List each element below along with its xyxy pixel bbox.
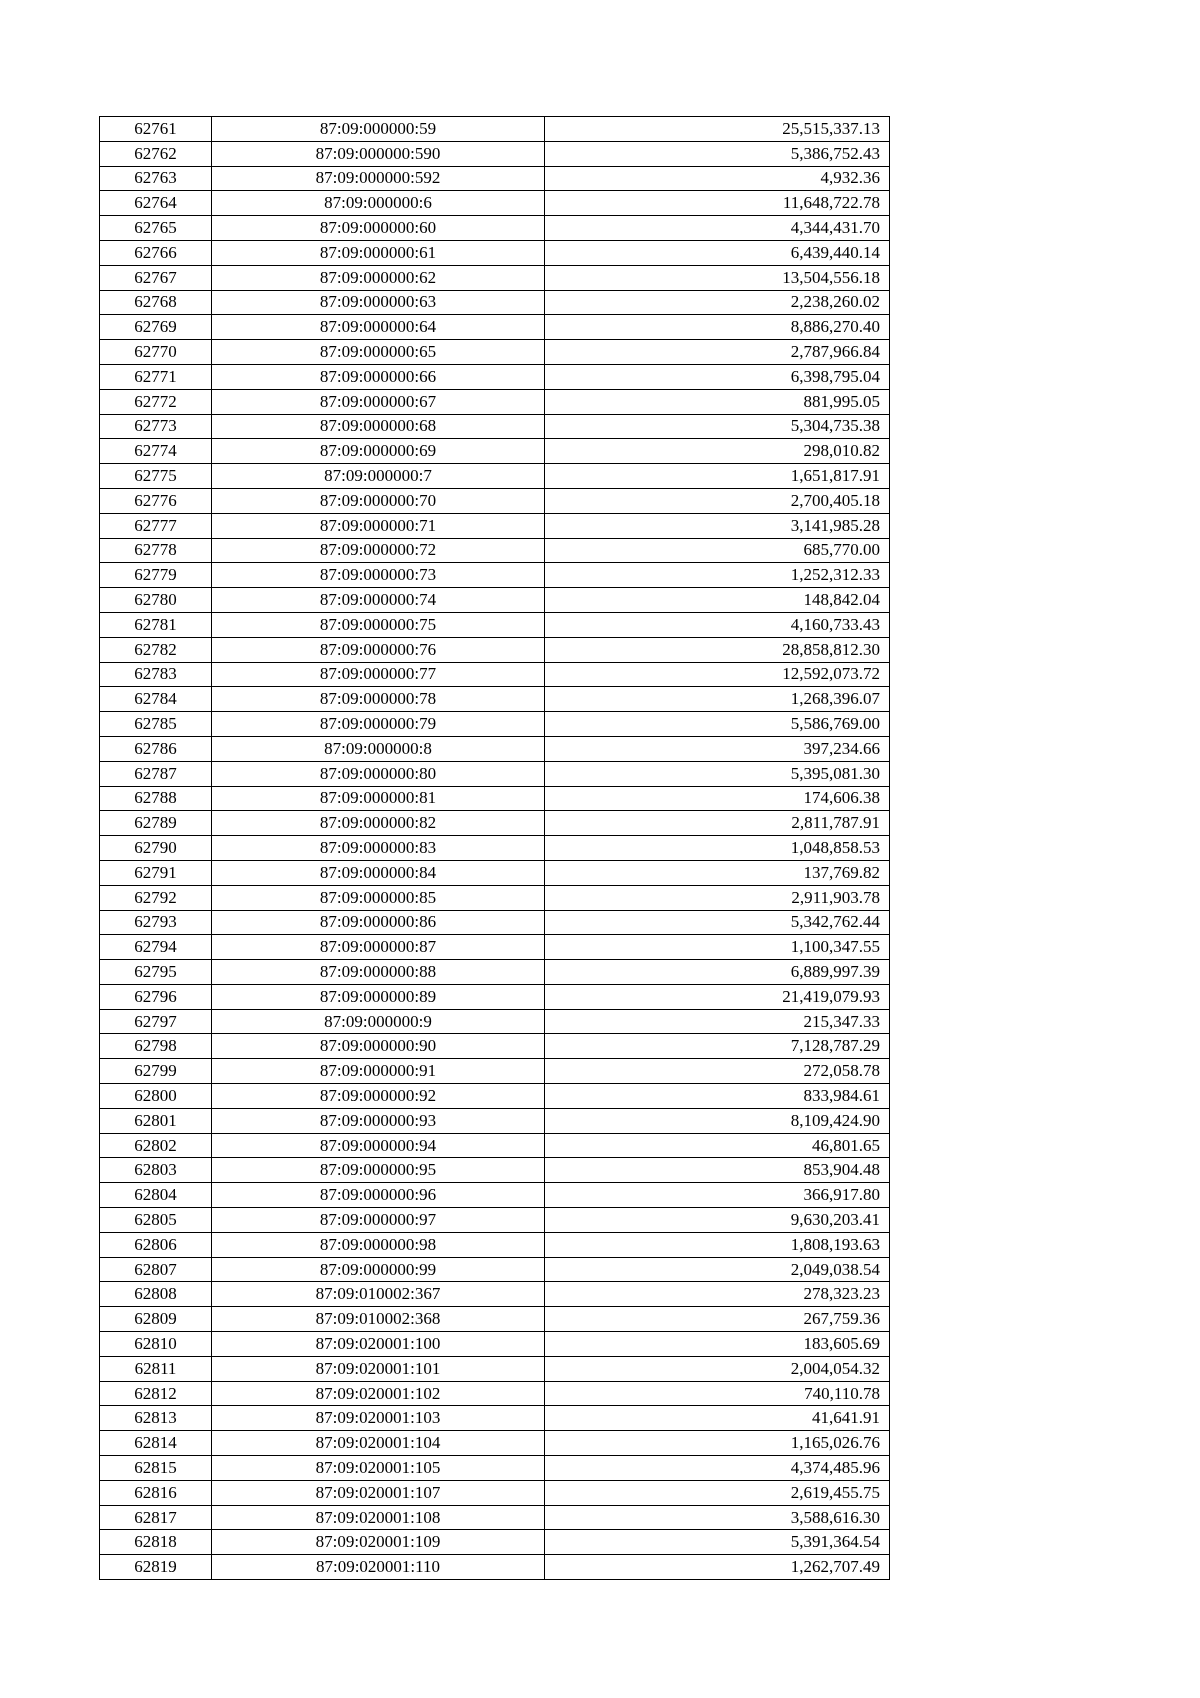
table-row	[100, 1034, 890, 1059]
cadastral-number-cell: 87:09:000000:69	[212, 439, 545, 464]
cadastral-number-cell: 87:09:000000:71	[212, 513, 545, 538]
value-cell: 8,886,270.40	[545, 315, 890, 340]
row-number-cell: 62819	[100, 1555, 212, 1580]
value-cell: 5,386,752.43	[545, 141, 890, 166]
value-cell: 267,759.36	[545, 1307, 890, 1332]
cadastral-number-cell: 87:09:020001:102	[212, 1381, 545, 1406]
cadastral-number-cell: 87:09:000000:91	[212, 1059, 545, 1084]
cadastral-number-cell: 87:09:000000:59	[212, 117, 545, 142]
table-row	[100, 1381, 890, 1406]
table-row	[100, 836, 890, 861]
cadastral-number-cell: 87:09:000000:66	[212, 364, 545, 389]
value-cell: 2,049,038.54	[545, 1257, 890, 1282]
table-row	[100, 786, 890, 811]
row-number-cell: 62808	[100, 1282, 212, 1307]
value-cell: 5,304,735.38	[545, 414, 890, 439]
cadastral-number-cell: 87:09:000000:7	[212, 464, 545, 489]
cadastral-number-cell: 87:09:000000:89	[212, 984, 545, 1009]
table-row	[100, 960, 890, 985]
table-row	[100, 563, 890, 588]
table-row	[100, 1530, 890, 1555]
cadastral-number-cell: 87:09:000000:97	[212, 1208, 545, 1233]
value-cell: 28,858,812.30	[545, 637, 890, 662]
value-cell: 366,917.80	[545, 1183, 890, 1208]
table-row	[100, 811, 890, 836]
table-row	[100, 439, 890, 464]
row-number-cell: 62787	[100, 761, 212, 786]
value-cell: 4,932.36	[545, 166, 890, 191]
value-cell: 2,238,260.02	[545, 290, 890, 315]
cadastral-number-cell: 87:09:000000:6	[212, 191, 545, 216]
row-number-cell: 62784	[100, 687, 212, 712]
value-cell: 881,995.05	[545, 389, 890, 414]
row-number-cell: 62770	[100, 340, 212, 365]
value-cell: 7,128,787.29	[545, 1034, 890, 1059]
table-row	[100, 340, 890, 365]
row-number-cell: 62774	[100, 439, 212, 464]
row-number-cell: 62792	[100, 885, 212, 910]
cadastral-number-cell: 87:09:000000:99	[212, 1257, 545, 1282]
value-cell: 4,374,485.96	[545, 1456, 890, 1481]
cadastral-number-cell: 87:09:000000:93	[212, 1108, 545, 1133]
row-number-cell: 62766	[100, 240, 212, 265]
value-cell: 2,787,966.84	[545, 340, 890, 365]
row-number-cell: 62791	[100, 860, 212, 885]
row-number-cell: 62803	[100, 1158, 212, 1183]
table-row	[100, 736, 890, 761]
value-cell: 13,504,556.18	[545, 265, 890, 290]
value-cell: 2,004,054.32	[545, 1356, 890, 1381]
cadastral-number-cell: 87:09:020001:108	[212, 1505, 545, 1530]
table-row	[100, 1257, 890, 1282]
value-cell: 1,252,312.33	[545, 563, 890, 588]
table-row	[100, 290, 890, 315]
table-row	[100, 1183, 890, 1208]
cadastral-number-cell: 87:09:000000:85	[212, 885, 545, 910]
row-number-cell: 62810	[100, 1332, 212, 1357]
table-row	[100, 191, 890, 216]
cadastral-number-cell: 87:09:000000:98	[212, 1232, 545, 1257]
cadastral-number-cell: 87:09:020001:101	[212, 1356, 545, 1381]
table-row	[100, 662, 890, 687]
cadastral-number-cell: 87:09:000000:87	[212, 935, 545, 960]
cadastral-number-cell: 87:09:000000:64	[212, 315, 545, 340]
table-row	[100, 1356, 890, 1381]
table-row	[100, 1208, 890, 1233]
row-number-cell: 62814	[100, 1431, 212, 1456]
table-row	[100, 588, 890, 613]
row-number-cell: 62763	[100, 166, 212, 191]
row-number-cell: 62788	[100, 786, 212, 811]
cadastral-number-cell: 87:09:000000:63	[212, 290, 545, 315]
table-row	[100, 538, 890, 563]
row-number-cell: 62781	[100, 612, 212, 637]
row-number-cell: 62782	[100, 637, 212, 662]
value-cell: 2,811,787.91	[545, 811, 890, 836]
cadastral-number-cell: 87:09:000000:592	[212, 166, 545, 191]
row-number-cell: 62812	[100, 1381, 212, 1406]
value-cell: 4,344,431.70	[545, 216, 890, 241]
row-number-cell: 62765	[100, 216, 212, 241]
table-row	[100, 1307, 890, 1332]
data-table	[99, 116, 890, 1580]
cadastral-number-cell: 87:09:000000:92	[212, 1084, 545, 1109]
cadastral-number-cell: 87:09:000000:60	[212, 216, 545, 241]
table-row	[100, 1133, 890, 1158]
value-cell: 6,439,440.14	[545, 240, 890, 265]
cadastral-number-cell: 87:09:020001:107	[212, 1480, 545, 1505]
table-row	[100, 216, 890, 241]
value-cell: 6,398,795.04	[545, 364, 890, 389]
table-row	[100, 1108, 890, 1133]
table-row	[100, 1406, 890, 1431]
value-cell: 8,109,424.90	[545, 1108, 890, 1133]
row-number-cell: 62793	[100, 910, 212, 935]
value-cell: 12,592,073.72	[545, 662, 890, 687]
cadastral-number-cell: 87:09:000000:84	[212, 860, 545, 885]
row-number-cell: 62775	[100, 464, 212, 489]
cadastral-number-cell: 87:09:000000:95	[212, 1158, 545, 1183]
value-cell: 5,586,769.00	[545, 712, 890, 737]
cadastral-number-cell: 87:09:000000:96	[212, 1183, 545, 1208]
table-row	[100, 1282, 890, 1307]
value-cell: 11,648,722.78	[545, 191, 890, 216]
cadastral-number-cell: 87:09:000000:61	[212, 240, 545, 265]
cadastral-number-cell: 87:09:020001:109	[212, 1530, 545, 1555]
value-cell: 2,911,903.78	[545, 885, 890, 910]
table-row	[100, 910, 890, 935]
cadastral-number-cell: 87:09:000000:72	[212, 538, 545, 563]
table-body	[100, 117, 890, 1580]
row-number-cell: 62778	[100, 538, 212, 563]
cadastral-number-cell: 87:09:000000:8	[212, 736, 545, 761]
value-cell: 298,010.82	[545, 439, 890, 464]
value-cell: 41,641.91	[545, 1406, 890, 1431]
row-number-cell: 62785	[100, 712, 212, 737]
row-number-cell: 62768	[100, 290, 212, 315]
cadastral-number-cell: 87:09:000000:80	[212, 761, 545, 786]
cadastral-number-cell: 87:09:000000:62	[212, 265, 545, 290]
table-row	[100, 389, 890, 414]
value-cell: 853,904.48	[545, 1158, 890, 1183]
value-cell: 25,515,337.13	[545, 117, 890, 142]
row-number-cell: 62779	[100, 563, 212, 588]
table-row	[100, 265, 890, 290]
value-cell: 272,058.78	[545, 1059, 890, 1084]
table-row	[100, 712, 890, 737]
value-cell: 397,234.66	[545, 736, 890, 761]
table-row	[100, 1480, 890, 1505]
value-cell: 9,630,203.41	[545, 1208, 890, 1233]
row-number-cell: 62811	[100, 1356, 212, 1381]
table-row	[100, 141, 890, 166]
row-number-cell: 62802	[100, 1133, 212, 1158]
table-row	[100, 464, 890, 489]
row-number-cell: 62815	[100, 1456, 212, 1481]
cadastral-number-cell: 87:09:000000:76	[212, 637, 545, 662]
cadastral-number-cell: 87:09:000000:94	[212, 1133, 545, 1158]
cadastral-number-cell: 87:09:000000:90	[212, 1034, 545, 1059]
cadastral-number-cell: 87:09:000000:74	[212, 588, 545, 613]
cadastral-number-cell: 87:09:000000:83	[212, 836, 545, 861]
row-number-cell: 62796	[100, 984, 212, 1009]
row-number-cell: 62769	[100, 315, 212, 340]
value-cell: 1,808,193.63	[545, 1232, 890, 1257]
table-row	[100, 488, 890, 513]
table-row	[100, 1431, 890, 1456]
table-row	[100, 364, 890, 389]
row-number-cell: 62804	[100, 1183, 212, 1208]
value-cell: 5,342,762.44	[545, 910, 890, 935]
value-cell: 5,395,081.30	[545, 761, 890, 786]
cadastral-number-cell: 87:09:000000:88	[212, 960, 545, 985]
table-row	[100, 1555, 890, 1580]
cadastral-number-cell: 87:09:000000:65	[212, 340, 545, 365]
row-number-cell: 62805	[100, 1208, 212, 1233]
row-number-cell: 62813	[100, 1406, 212, 1431]
row-number-cell: 62789	[100, 811, 212, 836]
row-number-cell: 62797	[100, 1009, 212, 1034]
row-number-cell: 62786	[100, 736, 212, 761]
value-cell: 137,769.82	[545, 860, 890, 885]
cadastral-number-cell: 87:09:000000:70	[212, 488, 545, 513]
table-row	[100, 687, 890, 712]
value-cell: 2,700,405.18	[545, 488, 890, 513]
row-number-cell: 62761	[100, 117, 212, 142]
cadastral-number-cell: 87:09:000000:77	[212, 662, 545, 687]
row-number-cell: 62817	[100, 1505, 212, 1530]
cadastral-number-cell: 87:09:000000:67	[212, 389, 545, 414]
table-row	[100, 1059, 890, 1084]
row-number-cell: 62800	[100, 1084, 212, 1109]
row-number-cell: 62773	[100, 414, 212, 439]
value-cell: 740,110.78	[545, 1381, 890, 1406]
cadastral-number-cell: 87:09:010002:368	[212, 1307, 545, 1332]
cadastral-number-cell: 87:09:000000:68	[212, 414, 545, 439]
value-cell: 3,588,616.30	[545, 1505, 890, 1530]
row-number-cell: 62801	[100, 1108, 212, 1133]
cadastral-number-cell: 87:09:020001:103	[212, 1406, 545, 1431]
table-row	[100, 860, 890, 885]
cadastral-number-cell: 87:09:010002:367	[212, 1282, 545, 1307]
table-row	[100, 1332, 890, 1357]
table-row	[100, 761, 890, 786]
value-cell: 215,347.33	[545, 1009, 890, 1034]
value-cell: 5,391,364.54	[545, 1530, 890, 1555]
cadastral-number-cell: 87:09:020001:104	[212, 1431, 545, 1456]
value-cell: 46,801.65	[545, 1133, 890, 1158]
value-cell: 278,323.23	[545, 1282, 890, 1307]
row-number-cell: 62807	[100, 1257, 212, 1282]
cadastral-number-cell: 87:09:000000:73	[212, 563, 545, 588]
row-number-cell: 62780	[100, 588, 212, 613]
value-cell: 6,889,997.39	[545, 960, 890, 985]
table-row	[100, 1505, 890, 1530]
value-cell: 148,842.04	[545, 588, 890, 613]
value-cell: 21,419,079.93	[545, 984, 890, 1009]
cadastral-number-cell: 87:09:020001:105	[212, 1456, 545, 1481]
table-row	[100, 984, 890, 1009]
row-number-cell: 62816	[100, 1480, 212, 1505]
row-number-cell: 62795	[100, 960, 212, 985]
row-number-cell: 62799	[100, 1059, 212, 1084]
row-number-cell: 62790	[100, 836, 212, 861]
row-number-cell: 62806	[100, 1232, 212, 1257]
table-row	[100, 1084, 890, 1109]
row-number-cell: 62777	[100, 513, 212, 538]
cadastral-number-cell: 87:09:000000:9	[212, 1009, 545, 1034]
value-cell: 1,268,396.07	[545, 687, 890, 712]
cadastral-number-cell: 87:09:000000:82	[212, 811, 545, 836]
table-row	[100, 240, 890, 265]
value-cell: 183,605.69	[545, 1332, 890, 1357]
row-number-cell: 62762	[100, 141, 212, 166]
row-number-cell: 62798	[100, 1034, 212, 1059]
value-cell: 2,619,455.75	[545, 1480, 890, 1505]
cadastral-number-cell: 87:09:000000:590	[212, 141, 545, 166]
row-number-cell: 62783	[100, 662, 212, 687]
value-cell: 1,100,347.55	[545, 935, 890, 960]
table-row	[100, 1456, 890, 1481]
cadastral-number-cell: 87:09:000000:81	[212, 786, 545, 811]
value-cell: 1,048,858.53	[545, 836, 890, 861]
table-row	[100, 1009, 890, 1034]
row-number-cell: 62776	[100, 488, 212, 513]
table-row	[100, 637, 890, 662]
row-number-cell: 62809	[100, 1307, 212, 1332]
value-cell: 685,770.00	[545, 538, 890, 563]
value-cell: 1,165,026.76	[545, 1431, 890, 1456]
cadastral-number-cell: 87:09:020001:110	[212, 1555, 545, 1580]
value-cell: 4,160,733.43	[545, 612, 890, 637]
table-row	[100, 117, 890, 142]
row-number-cell: 62794	[100, 935, 212, 960]
row-number-cell: 62767	[100, 265, 212, 290]
cadastral-number-cell: 87:09:000000:78	[212, 687, 545, 712]
table-row	[100, 612, 890, 637]
row-number-cell: 62764	[100, 191, 212, 216]
row-number-cell: 62772	[100, 389, 212, 414]
row-number-cell: 62818	[100, 1530, 212, 1555]
table-row	[100, 315, 890, 340]
value-cell: 174,606.38	[545, 786, 890, 811]
table-row	[100, 1158, 890, 1183]
cadastral-number-cell: 87:09:020001:100	[212, 1332, 545, 1357]
cadastral-number-cell: 87:09:000000:75	[212, 612, 545, 637]
table-row	[100, 414, 890, 439]
table-row	[100, 885, 890, 910]
table-row	[100, 513, 890, 538]
value-cell: 1,262,707.49	[545, 1555, 890, 1580]
table-row	[100, 1232, 890, 1257]
value-cell: 1,651,817.91	[545, 464, 890, 489]
value-cell: 3,141,985.28	[545, 513, 890, 538]
cadastral-number-cell: 87:09:000000:79	[212, 712, 545, 737]
table-row	[100, 935, 890, 960]
value-cell: 833,984.61	[545, 1084, 890, 1109]
row-number-cell: 62771	[100, 364, 212, 389]
cadastral-number-cell: 87:09:000000:86	[212, 910, 545, 935]
table-row	[100, 166, 890, 191]
